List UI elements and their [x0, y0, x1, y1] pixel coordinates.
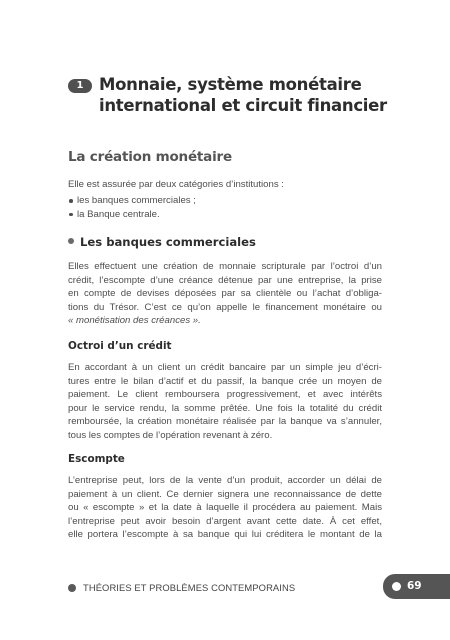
text-line: ou « escompte » et la date à laquelle il procédera au paiement. Mais — [68, 502, 382, 514]
chapter-heading — [68, 74, 398, 116]
chapter-title-line: Monnaie, système monétaire — [99, 75, 362, 94]
chapter-title-line: international et circuit financier — [99, 96, 387, 115]
text-line: Elles effectuent une création de monnaie scripturale par l’octroi d’un — [68, 261, 382, 272]
chapter-number-badge: 1 — [68, 79, 92, 93]
text-line: remboursée, la création monétaire réalisée par la banque va s’annuler, — [68, 416, 382, 428]
page-dot-icon — [392, 582, 401, 591]
chapter-title — [68, 74, 398, 116]
running-footer — [68, 582, 295, 593]
text-line: crédit, l’escompte d’une créance détenue par une entreprise, la prise — [68, 274, 382, 286]
bullet-dot-icon — [68, 238, 74, 244]
page-number: 69 — [407, 580, 422, 592]
heading-octroi-credit: Octroi d’un crédit — [68, 340, 172, 352]
paragraph-escompte — [68, 474, 382, 542]
list-item: la Banque centrale. — [68, 208, 196, 222]
subsection-title — [68, 235, 256, 249]
page-number-tab — [383, 574, 450, 599]
list-item: les banques commerciales ; — [68, 194, 196, 208]
text-line: l’entreprise peut avoir besoin d’argent avant cette date. À cet effet, — [68, 515, 382, 527]
text-line: tous les comptes de l’opération revenant à zéro. — [68, 429, 273, 441]
bullet-list — [68, 194, 196, 221]
text-line: tures entre le bilan d’actif et du passif, la banque crée un moyen de — [68, 375, 382, 387]
text-line: en compte de devises déposées par sa clientèle ou l’achat d’obliga- — [68, 288, 382, 300]
text-line: paiement à un client. Ce dernier signera une reconnaissance de dette — [68, 488, 382, 500]
heading-escompte: Escompte — [68, 453, 125, 465]
bullet-dot-icon — [68, 584, 76, 592]
text-line: tions du Trésor. C’est ce qu’on appelle le financement monétaire ou — [68, 301, 382, 313]
text-line: L’entreprise peut, lors de la vente d’un produit, accorder un délai de — [68, 475, 382, 486]
paragraph-banques — [68, 260, 382, 328]
text-line: elle portera l’escompte à sa banque qui lui créditera le montant de la — [68, 529, 382, 541]
section-title: La création monétaire — [68, 149, 232, 165]
running-title: THÉORIES ET PROBLÈMES CONTEMPORAINS — [83, 582, 296, 593]
text-line: paiement. Le client remboursera progressivement, et avec intérêts — [68, 389, 382, 401]
section-intro: Elle est assurée par deux catégories d’institutions : — [68, 179, 284, 190]
paragraph-credit — [68, 361, 382, 443]
text-line: pour le service rendu, la somme prêtée. Une fois la totalité du crédit — [68, 402, 382, 414]
text-line: En accordant à un client un crédit bancaire par un simple jeu d’écri- — [68, 362, 382, 373]
text-line: « monétisation des créances ». — [68, 315, 201, 327]
subsection-title-text: Les banques commerciales — [80, 235, 256, 249]
